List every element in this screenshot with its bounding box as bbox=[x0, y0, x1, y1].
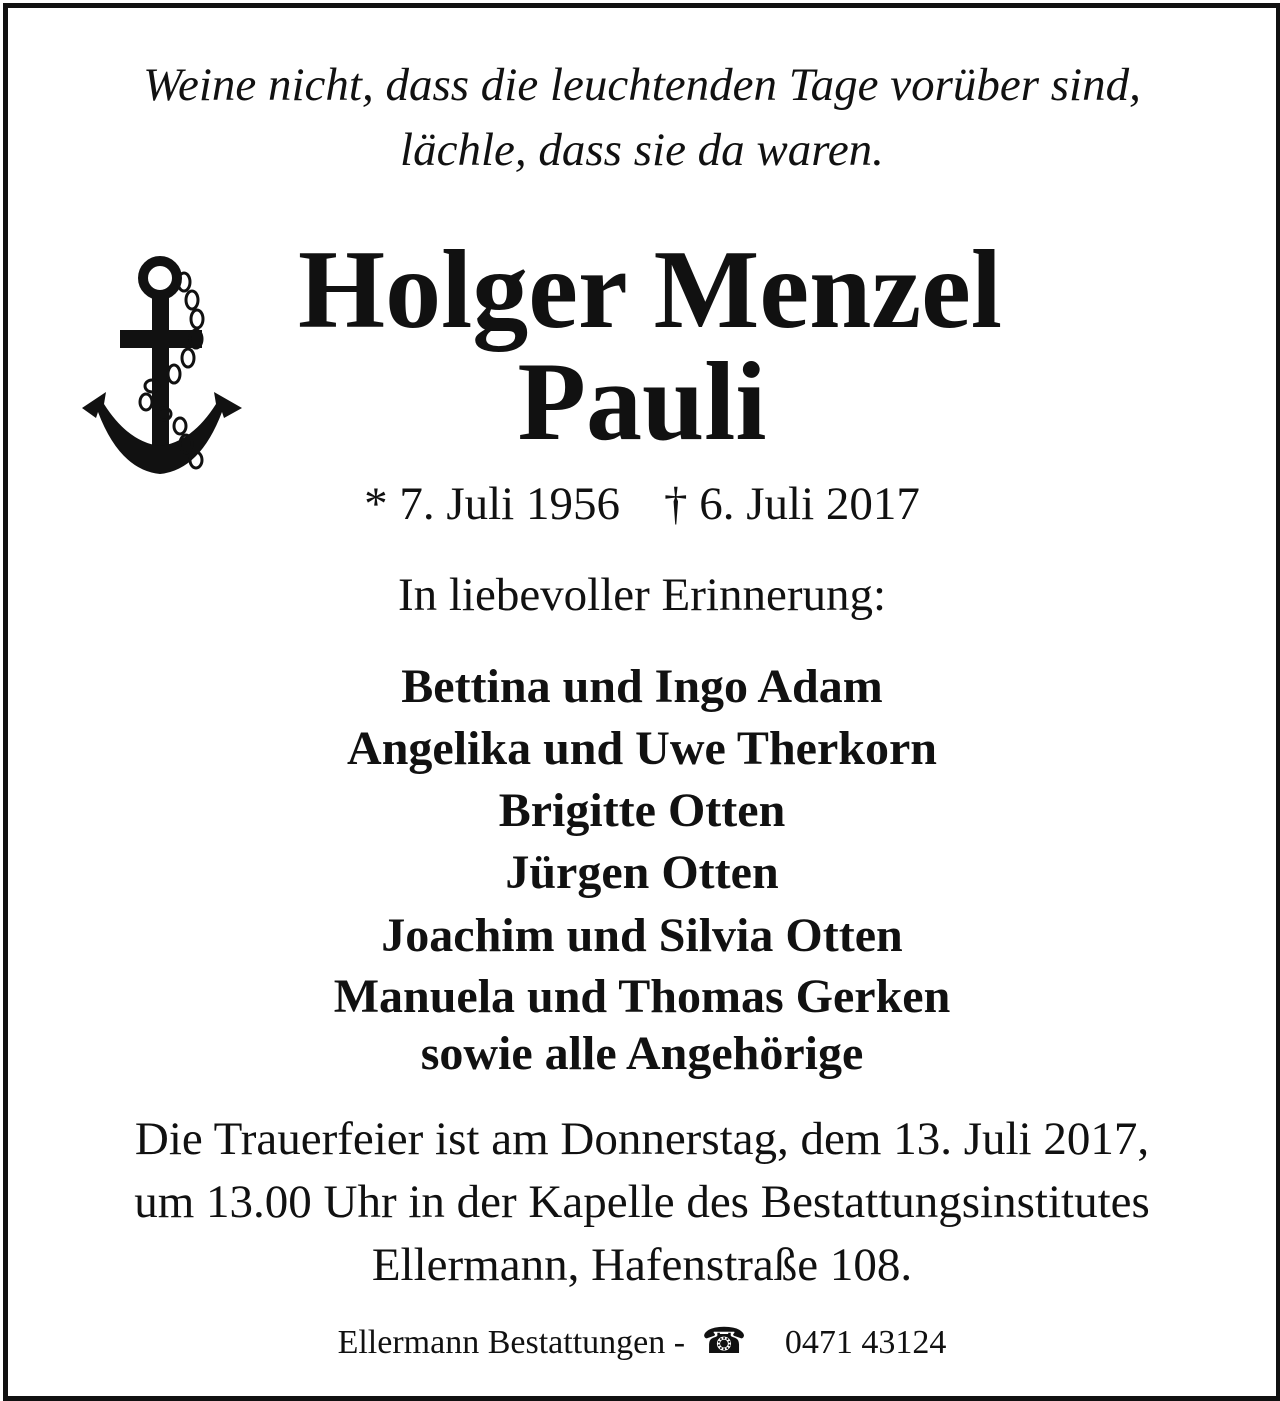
mourner-line: Joachim und Silvia Otten bbox=[381, 909, 903, 962]
mourner-line: Brigitte Otten bbox=[498, 784, 786, 837]
motto-line-2: lächle, dass sie da waren. bbox=[400, 124, 884, 176]
mourner-line: Bettina und Ingo Adam bbox=[401, 660, 883, 713]
obituary-notice bbox=[3, 3, 1280, 1401]
mourner-line: Manuela und Thomas Gerken bbox=[333, 970, 951, 1023]
ceremony-line-3: Ellermann, Hafenstraße 108. bbox=[371, 1239, 913, 1291]
deceased-name-line-1: Holger Menzel bbox=[298, 228, 1002, 352]
life-dates bbox=[8, 474, 1276, 534]
phone-icon: ☎ bbox=[701, 1321, 747, 1361]
ceremony-line-2: um 13.00 Uhr in der Kapelle des Bestattungsinstitutes bbox=[134, 1176, 1150, 1228]
funeral-home-phone: 0471 43124 bbox=[784, 1324, 947, 1361]
mourner-line: Angelika und Uwe Therkorn bbox=[347, 722, 937, 775]
mourner-line: sowie alle Angehörige bbox=[420, 1027, 864, 1080]
memory-heading: In liebevoller Erinnerung: bbox=[397, 569, 887, 621]
funeral-home-name: Ellermann Bestattungen - bbox=[337, 1324, 686, 1361]
death-date: † 6. Juli 2017 bbox=[664, 478, 920, 530]
motto-line-1: Weine nicht, dass die leuchtenden Tage vorüber sind, bbox=[143, 59, 1141, 111]
mourner-line: Jürgen Otten bbox=[505, 846, 779, 899]
funeral-home-footer bbox=[8, 1318, 1276, 1366]
ceremony-line-1: Die Trauerfeier ist am Donnerstag, dem 13. Juli 2017, bbox=[134, 1113, 1150, 1165]
deceased-name-line-2: Pauli bbox=[517, 340, 767, 464]
birth-date: * 7. Juli 1956 bbox=[364, 478, 620, 530]
